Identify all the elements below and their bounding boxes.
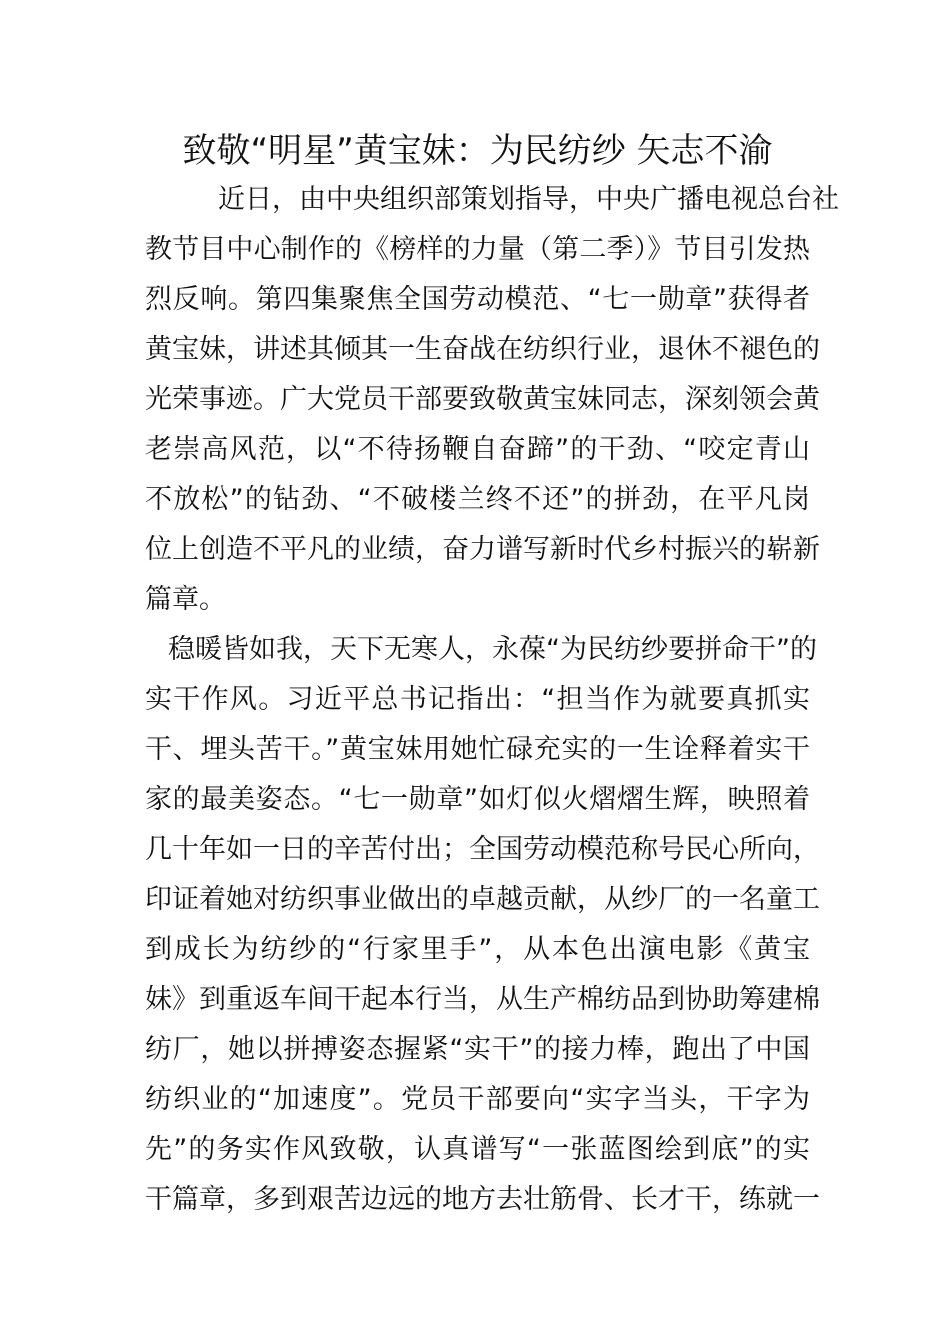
paragraph-line: 位上创造不平凡的业绩，奋力谱写新时代乡村振兴的崭新 — [145, 534, 820, 565]
paragraph-line: 到成长为纺纱的“行家里手”，从本色出演电影《黄宝 — [145, 934, 810, 965]
paragraph-line: 黄宝妹，讲述其倾其一生奋战在纺织行业，退休不褪色的 — [145, 334, 820, 365]
paragraph-line: 先”的务实作风致敬，认真谱写“一张蓝图绘到底”的实 — [145, 1134, 810, 1165]
paragraph-line: 印证着她对纺织事业做出的卓越贡献，从纱厂的一名童工 — [145, 884, 820, 915]
paragraph-line: 篇章。 — [145, 584, 226, 615]
paragraph-line: 不放松”的钻劲、“不破楼兰终不还”的拼劲，在平凡岗 — [145, 484, 810, 515]
paragraph-line: 干、埋头苦干。”黄宝妹用她忙碌充实的一生诠释着实干 — [145, 734, 810, 765]
paragraph-line: 纺织业的“加速度”。党员干部要向“实字当头，干字为 — [145, 1084, 810, 1115]
paragraph-line: 家的最美姿态。“七一勋章”如灯似火熠熠生辉，映照着 — [145, 784, 810, 815]
paragraph-line: 老崇高风范，以“不待扬鞭自奋蹄”的干劲、“咬定青山 — [145, 434, 810, 465]
paragraph-line: 光荣事迹。广大党员干部要致敬黄宝妹同志，深刻领会黄 — [145, 384, 820, 415]
paragraph-line: 稳暖皆如我，天下无寒人，永葆“为民纺纱要拼命干”的 — [168, 634, 817, 665]
paragraph-line: 几十年如一日的辛苦付出；全国劳动模范称号民心所向， — [145, 834, 820, 865]
paragraph-line: 妹》到重返车间干起本行当，从生产棉纺品到协助筹建棉 — [145, 984, 820, 1015]
article-title: 致敬“明星”黄宝妹：为民纺纱 矢志不渝 — [182, 131, 773, 171]
paragraph-line: 实干作风。习近平总书记指出：“担当作为就要真抓实 — [145, 684, 810, 715]
paragraph-line: 教节目中心制作的《榜样的力量（第二季）》节目引发热 — [145, 234, 810, 265]
paragraph-line: 近日，由中央组织部策划指导，中央广播电视总台社 — [218, 184, 839, 215]
paragraph-line: 干篇章，多到艰苦边远的地方去壮筋骨、长才干，练就一 — [145, 1184, 820, 1215]
paragraph-line: 纺厂，她以拼搏姿态握紧“实干”的接力棒，跑出了中国 — [145, 1034, 810, 1065]
paragraph-line: 烈反响。第四集聚焦全国劳动模范、“七一勋章”获得者 — [145, 284, 810, 315]
